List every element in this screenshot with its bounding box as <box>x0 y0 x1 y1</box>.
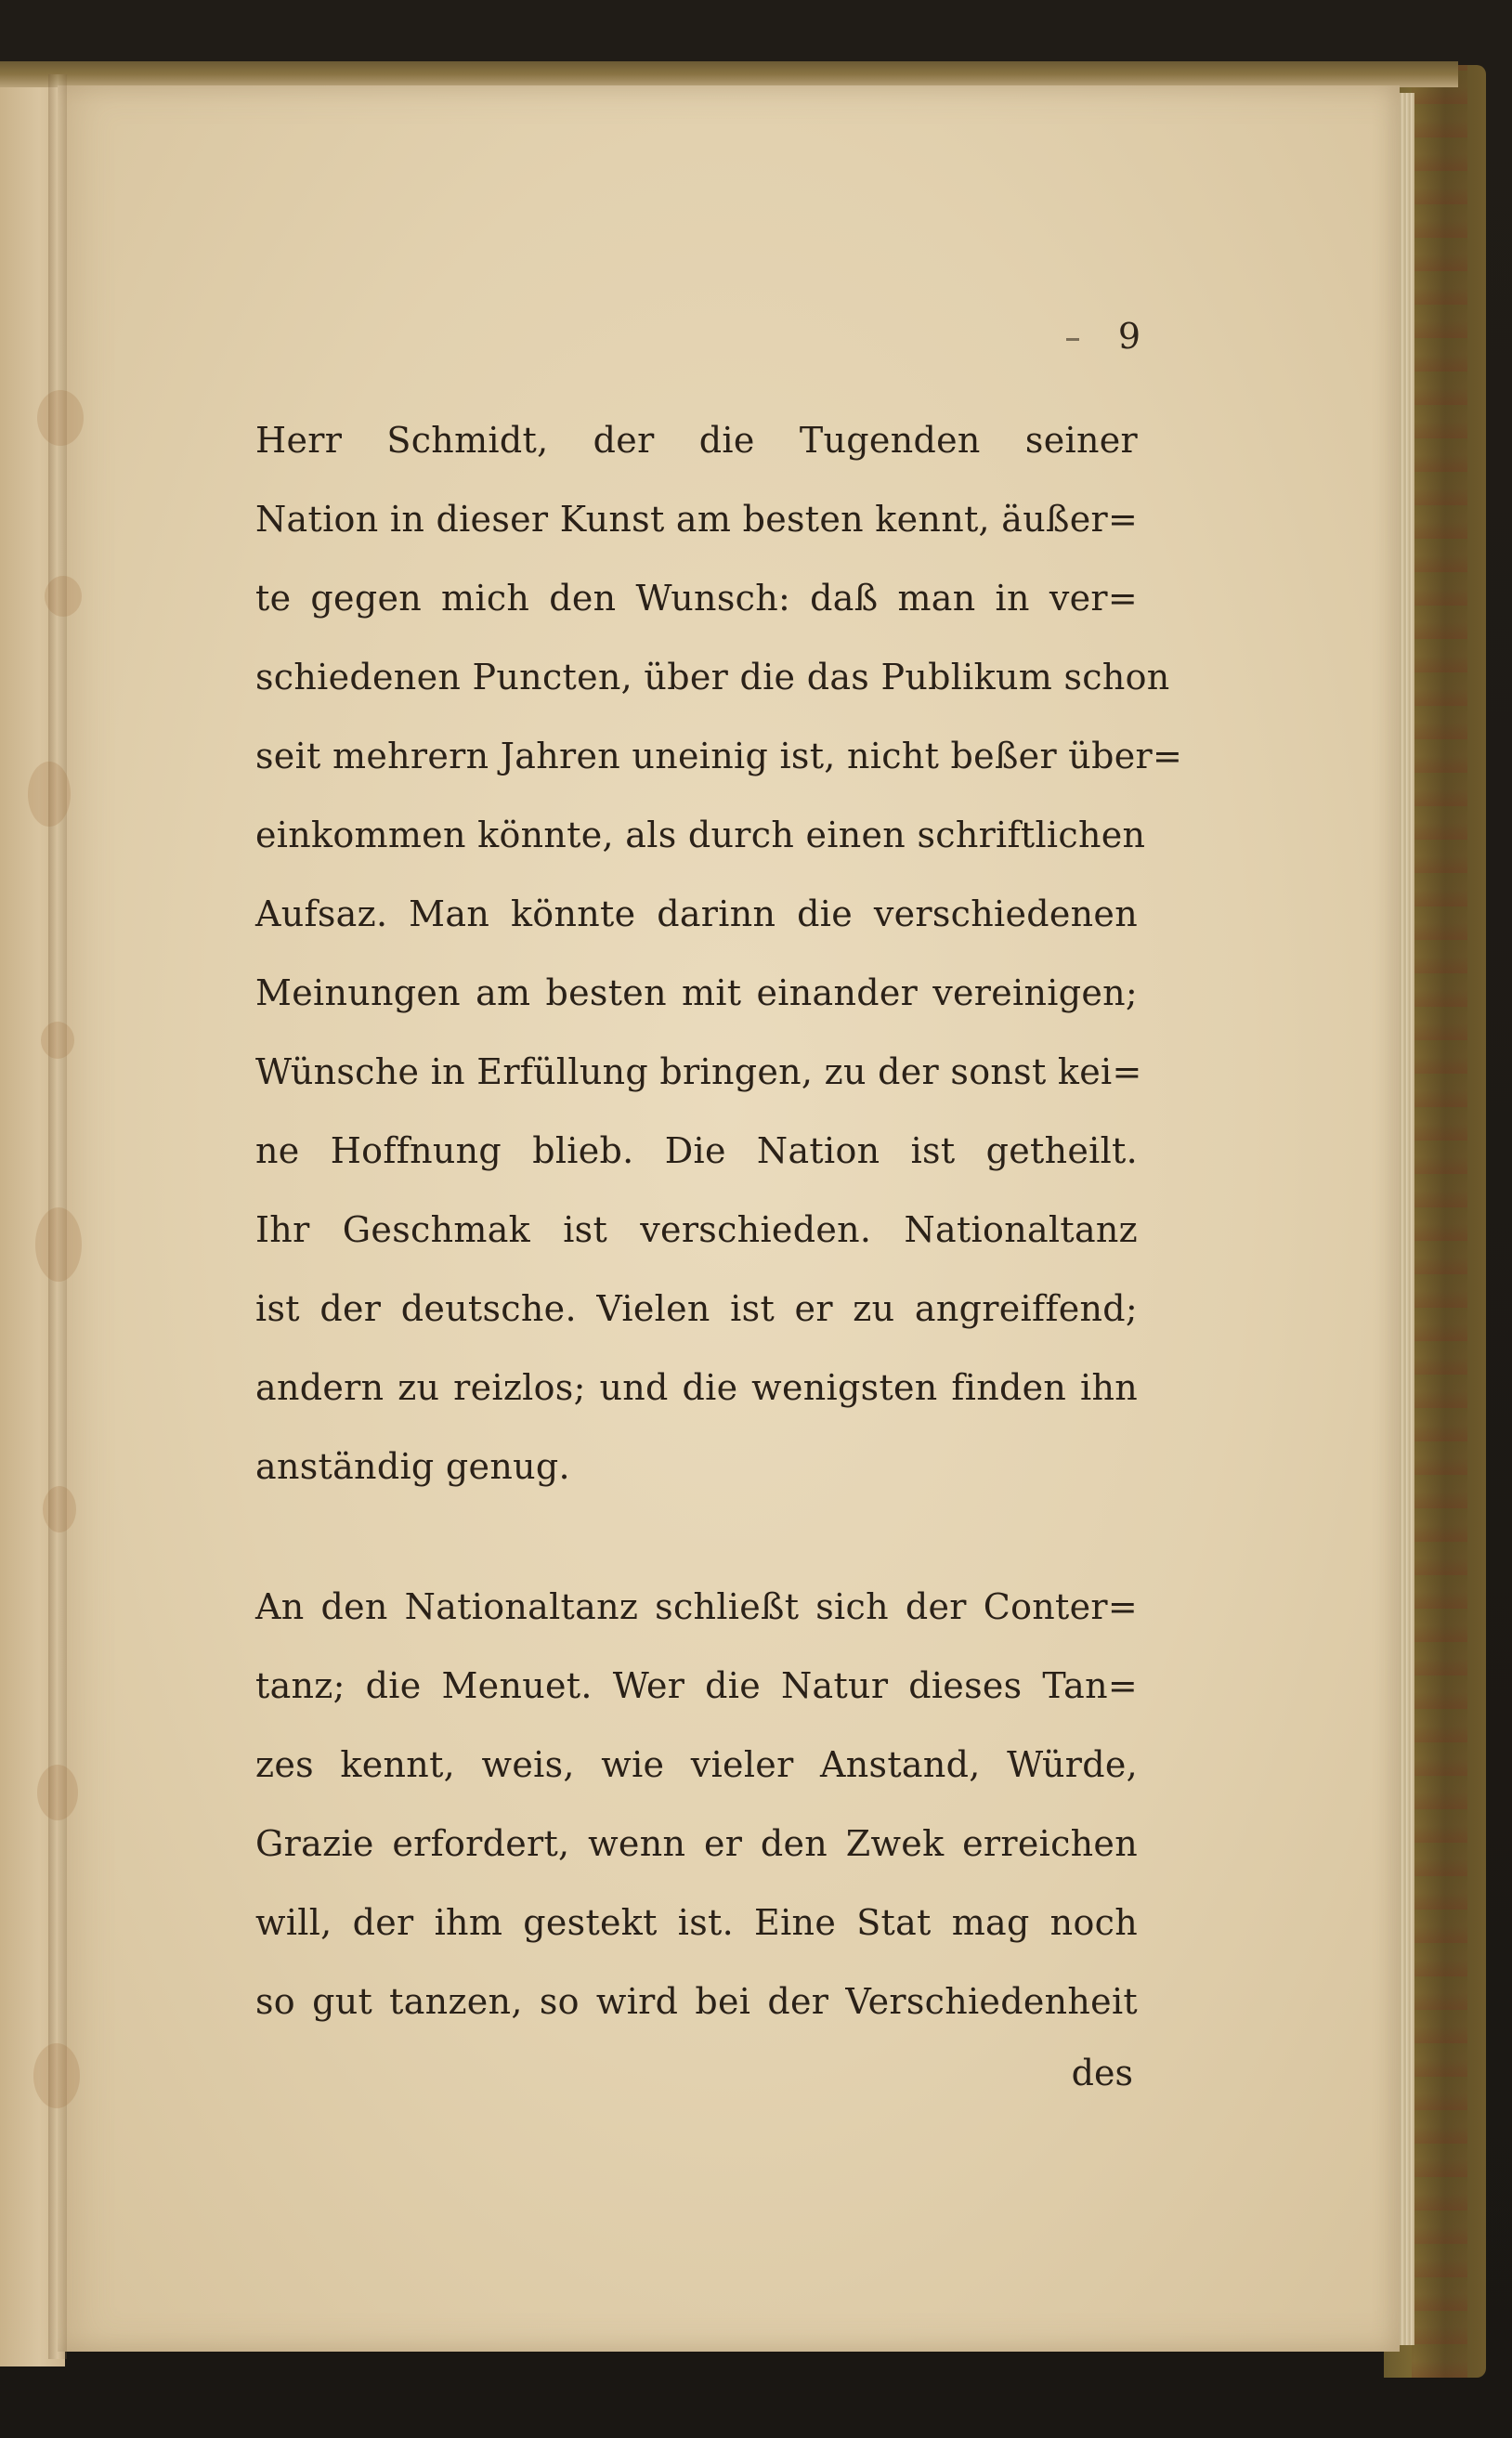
text-line: schiedenen Puncten, über die das Publikum schon <box>255 657 1170 698</box>
catchword: des <box>1071 2053 1133 2093</box>
foxing-stain <box>28 762 71 827</box>
text-line: Herr Schmidt, der die Tugenden seiner <box>255 420 1138 461</box>
paragraph-1 <box>255 401 1183 1506</box>
text-line: Wünsche in Erfüllung bringen, zu der sonst kei= <box>255 1051 1142 1092</box>
text-line: andern zu reizlos; und die wenigsten finden ihn <box>255 1367 1138 1408</box>
text-line: zes kennt, weis, wie vieler Anstand, Würde, <box>255 1744 1138 1785</box>
text-line: will, der ihm gestekt ist. Eine Stat mag noch <box>255 1902 1138 1943</box>
text-line: ist der deutsche. Vielen ist er zu angreiffend; <box>255 1288 1138 1329</box>
foxing-stain <box>45 576 82 617</box>
text-line: Nation in dieser Kunst am besten kennt, äußer= <box>255 499 1139 540</box>
text-line: anständig genug. <box>255 1446 570 1487</box>
foxing-stain <box>37 1765 78 1820</box>
text-line: tanz; die Menuet. Wer die Natur dieses Tan= <box>255 1665 1138 1706</box>
page-number: 9 <box>1117 316 1141 357</box>
text-line: te gegen mich den Wunsch: daß man in ver= <box>255 578 1138 619</box>
text-line: Grazie erfordert, wenn er den Zwek erreichen <box>255 1823 1138 1864</box>
foxing-stain <box>37 390 84 446</box>
page-edges <box>1398 93 1414 2345</box>
text-line: Aufsaz. Man könnte darinn die verschiedenen <box>255 893 1138 934</box>
text-line: An den Nationaltanz schließt sich der Conter= <box>255 1586 1138 1627</box>
text-line: so gut tanzen, so wird bei der Verschiedenheit <box>255 1981 1138 2022</box>
text-line: einkommen könnte, als durch einen schriftlichen <box>255 815 1146 855</box>
text-line: Ihr Geschmak ist verschieden. Nationaltanz <box>255 1209 1138 1250</box>
header-dash <box>1066 338 1079 341</box>
foxing-stain <box>43 1486 76 1532</box>
text-line: seit mehrern Jahren uneinig ist, nicht beßer über= <box>255 736 1183 776</box>
foxing-stain <box>41 1022 74 1059</box>
foxing-stain <box>33 2043 80 2108</box>
text-line: Meinungen am besten mit einander vereinigen; <box>255 972 1138 1013</box>
text-line: ne Hoffnung blieb. Die Nation ist getheilt. <box>255 1130 1138 1171</box>
foxing-stain <box>35 1207 82 1282</box>
paragraph-2 <box>255 1568 1138 2041</box>
top-binding-edge <box>0 61 1458 87</box>
